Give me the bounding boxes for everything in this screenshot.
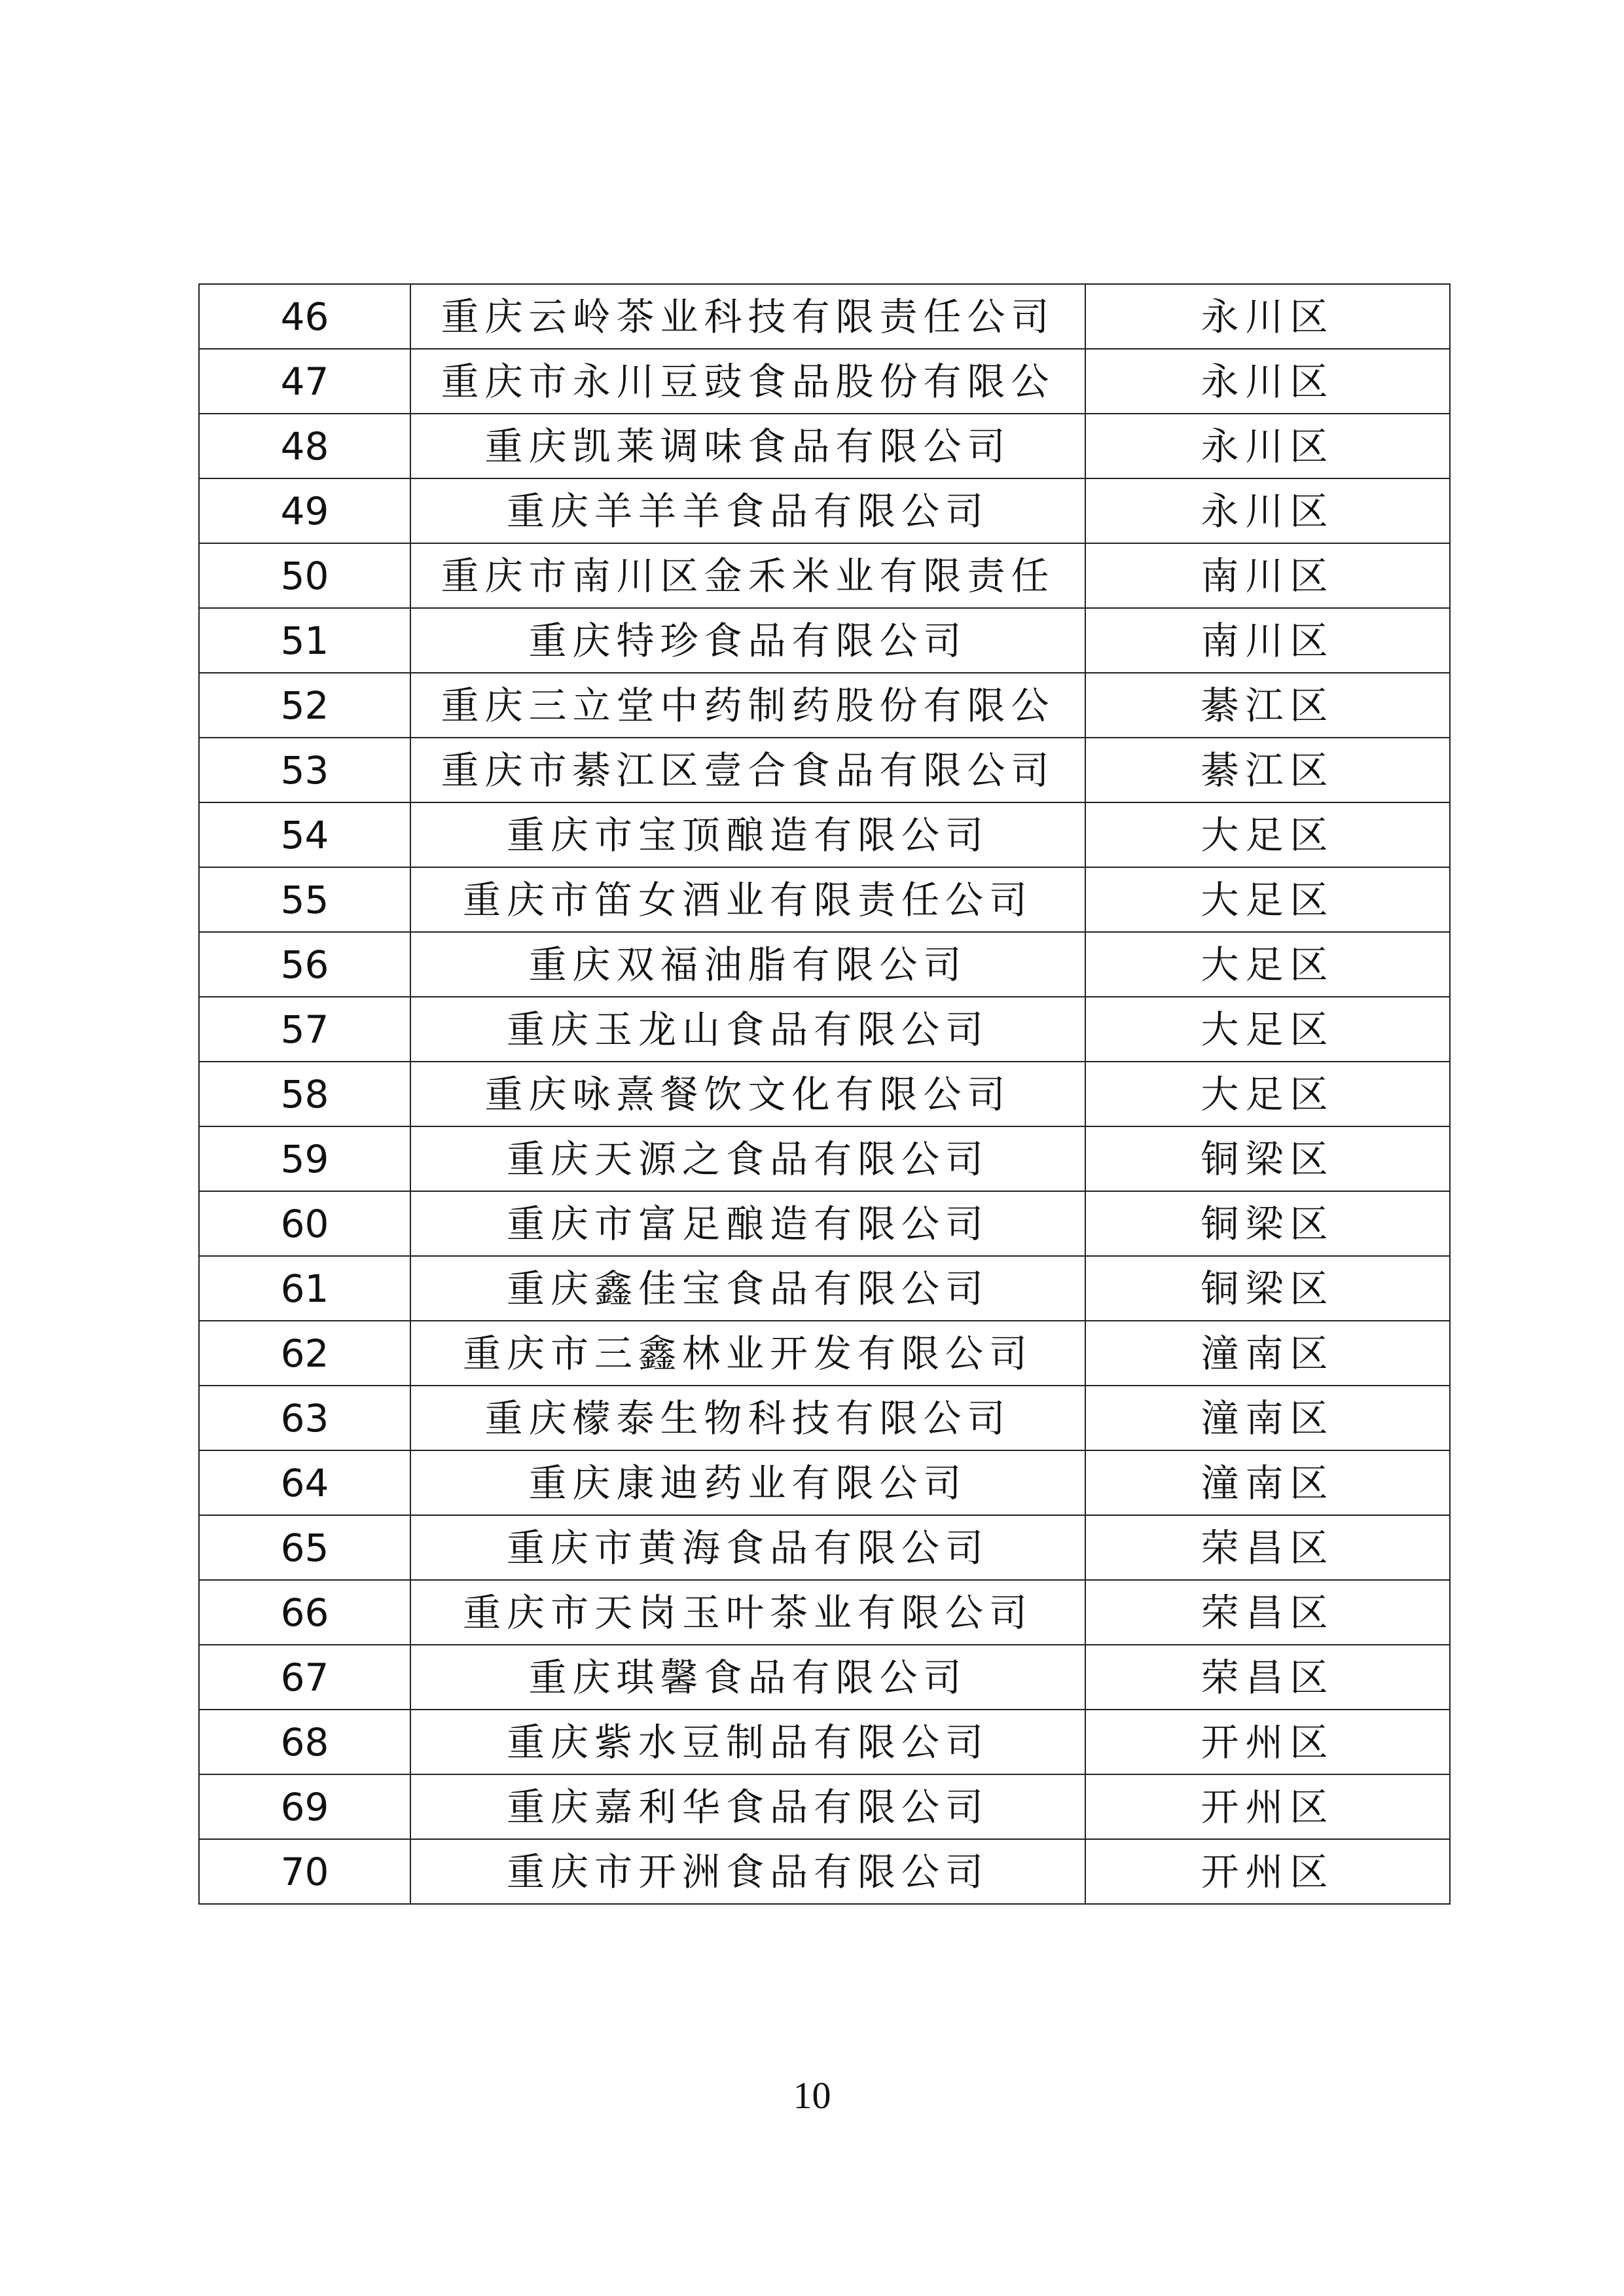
company-name-cell: 重庆檬泰生物科技有限公司 (410, 1386, 1085, 1450)
company-name-cell: 重庆市笛女酒业有限责任公司 (410, 867, 1085, 932)
company-name-cell: 重庆市宝顶酿造有限公司 (410, 802, 1085, 867)
row-number-cell: 54 (199, 802, 410, 867)
district-cell: 开州区 (1085, 1774, 1450, 1839)
company-name-cell: 重庆市富足酿造有限公司 (410, 1191, 1085, 1256)
table-row (199, 608, 1450, 673)
district-cell: 綦江区 (1085, 738, 1450, 802)
company-name-cell: 重庆市黄海食品有限公司 (410, 1515, 1085, 1580)
company-name-cell: 重庆鑫佳宝食品有限公司 (410, 1256, 1085, 1321)
table-row (199, 1126, 1450, 1191)
district-cell: 铜梁区 (1085, 1126, 1450, 1191)
table-row (199, 1191, 1450, 1256)
company-name-cell: 重庆市綦江区壹合食品有限公司 (410, 738, 1085, 802)
district-cell: 铜梁区 (1085, 1191, 1450, 1256)
row-number-cell: 52 (199, 673, 410, 738)
table-row (199, 1515, 1450, 1580)
table-row (199, 1580, 1450, 1645)
company-name-cell: 重庆羊羊羊食品有限公司 (410, 478, 1085, 543)
district-cell: 南川区 (1085, 608, 1450, 673)
district-cell: 荣昌区 (1085, 1580, 1450, 1645)
table-row (199, 738, 1450, 802)
district-cell: 永川区 (1085, 414, 1450, 478)
table-row (199, 673, 1450, 738)
row-number-cell: 60 (199, 1191, 410, 1256)
row-number-cell: 58 (199, 1062, 410, 1126)
table-row (199, 1256, 1450, 1321)
row-number-cell: 53 (199, 738, 410, 802)
table-row (199, 543, 1450, 608)
row-number-cell: 46 (199, 284, 410, 349)
district-cell: 开州区 (1085, 1710, 1450, 1774)
table-row (199, 1774, 1450, 1839)
row-number-cell: 66 (199, 1580, 410, 1645)
company-name-cell: 重庆市开洲食品有限公司 (410, 1839, 1085, 1904)
district-cell: 永川区 (1085, 284, 1450, 349)
table-row (199, 1839, 1450, 1904)
table-body (199, 284, 1450, 1904)
row-number-cell: 68 (199, 1710, 410, 1774)
district-cell: 大足区 (1085, 802, 1450, 867)
table-row (199, 1645, 1450, 1710)
company-name-cell: 重庆琪馨食品有限公司 (410, 1645, 1085, 1710)
district-cell: 大足区 (1085, 1062, 1450, 1126)
row-number-cell: 47 (199, 349, 410, 414)
district-cell: 大足区 (1085, 997, 1450, 1062)
row-number-cell: 64 (199, 1450, 410, 1515)
district-cell: 永川区 (1085, 349, 1450, 414)
district-cell: 荣昌区 (1085, 1645, 1450, 1710)
district-cell: 潼南区 (1085, 1450, 1450, 1515)
table-row (199, 284, 1450, 349)
company-name-cell: 重庆玉龙山食品有限公司 (410, 997, 1085, 1062)
company-name-cell: 重庆紫水豆制品有限公司 (410, 1710, 1085, 1774)
row-number-cell: 57 (199, 997, 410, 1062)
table-row (199, 802, 1450, 867)
company-name-cell: 重庆市永川豆豉食品股份有限公 (410, 349, 1085, 414)
row-number-cell: 56 (199, 932, 410, 997)
table-row (199, 1062, 1450, 1126)
row-number-cell: 62 (199, 1321, 410, 1386)
table-row (199, 867, 1450, 932)
row-number-cell: 48 (199, 414, 410, 478)
company-name-cell: 重庆市天岗玉叶茶业有限公司 (410, 1580, 1085, 1645)
company-name-cell: 重庆康迪药业有限公司 (410, 1450, 1085, 1515)
company-name-cell: 重庆特珍食品有限公司 (410, 608, 1085, 673)
company-name-cell: 重庆天源之食品有限公司 (410, 1126, 1085, 1191)
table-row (199, 478, 1450, 543)
table-row (199, 1386, 1450, 1450)
district-cell: 大足区 (1085, 932, 1450, 997)
company-name-cell: 重庆三立堂中药制药股份有限公 (410, 673, 1085, 738)
table-row (199, 414, 1450, 478)
district-cell: 大足区 (1085, 867, 1450, 932)
district-cell: 开州区 (1085, 1839, 1450, 1904)
row-number-cell: 50 (199, 543, 410, 608)
row-number-cell: 67 (199, 1645, 410, 1710)
row-number-cell: 61 (199, 1256, 410, 1321)
district-cell: 铜梁区 (1085, 1256, 1450, 1321)
row-number-cell: 49 (199, 478, 410, 543)
row-number-cell: 51 (199, 608, 410, 673)
row-number-cell: 69 (199, 1774, 410, 1839)
company-name-cell: 重庆凯莱调味食品有限公司 (410, 414, 1085, 478)
district-cell: 荣昌区 (1085, 1515, 1450, 1580)
company-name-cell: 重庆云岭茶业科技有限责任公司 (410, 284, 1085, 349)
district-cell: 南川区 (1085, 543, 1450, 608)
district-cell: 綦江区 (1085, 673, 1450, 738)
table-row (199, 932, 1450, 997)
company-name-cell: 重庆市三鑫林业开发有限公司 (410, 1321, 1085, 1386)
district-cell: 永川区 (1085, 478, 1450, 543)
company-name-cell: 重庆咏熹餐饮文化有限公司 (410, 1062, 1085, 1126)
company-list-table (198, 283, 1451, 1905)
page-number: 10 (793, 2074, 831, 2117)
company-name-cell: 重庆市南川区金禾米业有限责任 (410, 543, 1085, 608)
table-row (199, 1321, 1450, 1386)
row-number-cell: 59 (199, 1126, 410, 1191)
row-number-cell: 65 (199, 1515, 410, 1580)
row-number-cell: 63 (199, 1386, 410, 1450)
district-cell: 潼南区 (1085, 1321, 1450, 1386)
row-number-cell: 55 (199, 867, 410, 932)
table-row (199, 1710, 1450, 1774)
company-name-cell: 重庆双福油脂有限公司 (410, 932, 1085, 997)
table-row (199, 349, 1450, 414)
row-number-cell: 70 (199, 1839, 410, 1904)
district-cell: 潼南区 (1085, 1386, 1450, 1450)
table-row (199, 997, 1450, 1062)
company-name-cell: 重庆嘉利华食品有限公司 (410, 1774, 1085, 1839)
table-row (199, 1450, 1450, 1515)
